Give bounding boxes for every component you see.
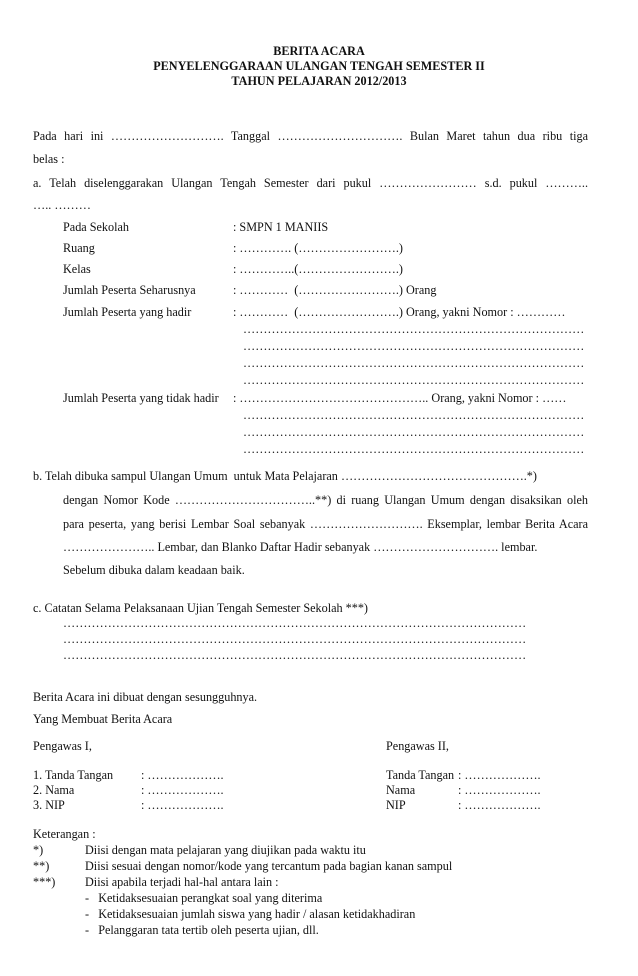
section-c-dots-line: …………………………………………………………………………………………………… bbox=[63, 632, 527, 646]
note-sub-item: - Pelanggaran tata tertib oleh peserta ujian, dll. bbox=[85, 923, 319, 937]
left-nip-value: : ………………. bbox=[141, 798, 224, 812]
section-b-line-4: ………………….. Lembar, dan Blanko Daftar Hadir sebanyak …………………………. lembar. bbox=[63, 540, 538, 554]
field-label-kelas: Kelas bbox=[63, 262, 91, 276]
field-label-seharusnya: Jumlah Peserta Seharusnya bbox=[63, 283, 196, 297]
tidak-hadir-dots-line: ………………………………………………………………………… bbox=[243, 408, 585, 422]
hadir-dots-line: ………………………………………………………………………… bbox=[243, 356, 585, 370]
field-value-tidak-hadir: : ……………………………………….. Orang, yakni Nomor : …… bbox=[233, 391, 567, 405]
section-c-dots-line: …………………………………………………………………………………………………… bbox=[63, 648, 527, 662]
right-sign-label: Tanda Tangan bbox=[386, 768, 455, 782]
tidak-hadir-dots-line: ………………………………………………………………………… bbox=[243, 425, 585, 439]
field-value-kelas: : …………..(…………………….) bbox=[233, 262, 403, 276]
section-c-dots-line: …………………………………………………………………………………………………… bbox=[63, 616, 527, 630]
field-label-hadir: Jumlah Peserta yang hadir bbox=[63, 305, 192, 319]
document-subtitle: PENYELENGGARAAN ULANGAN TENGAH SEMESTER II bbox=[153, 59, 485, 73]
field-value-hadir: : ………… (…………………….) Orang, yakni Nomor : ………… bbox=[233, 305, 566, 319]
section-b-line-3: para peserta, yang berisi Lembar Soal sebanyak ………………………. Eksemplar, lembar Berita Acara bbox=[63, 517, 588, 531]
note-text: Diisi dengan mata pelajaran yang diujikan pada waktu itu bbox=[85, 843, 366, 857]
note-text: Diisi apabila terjadi hal-hal antara lain : bbox=[85, 875, 279, 889]
note-mark: ***) bbox=[33, 875, 56, 889]
field-value-seharusnya: : ………… (…………………….) Orang bbox=[233, 283, 437, 297]
section-a-line-2: ….. ……… bbox=[33, 198, 91, 212]
section-b-line-1: b. Telah dibuka sampul Ulangan Umum untuk Mata Pelajaran ……………………………………….*) bbox=[33, 469, 537, 483]
closing-maker: Yang Membuat Berita Acara bbox=[33, 712, 173, 726]
field-label-tidak-hadir: Jumlah Peserta yang tidak hadir bbox=[63, 391, 219, 405]
field-label-ruang: Ruang bbox=[63, 241, 95, 255]
section-c-title: c. Catatan Selama Pelaksanaan Ujian Tengah Semester Sekolah ***) bbox=[33, 601, 368, 615]
section-a-line-1: a. Telah diselenggarakan Ulangan Tengah Semester dari pukul …………………… s.d. pukul ……….. bbox=[33, 176, 588, 190]
right-name-label: Nama bbox=[386, 783, 416, 797]
right-nip-label: NIP bbox=[386, 798, 406, 812]
field-label-sekolah: Pada Sekolah bbox=[63, 220, 130, 234]
right-sign-value: : ………………. bbox=[458, 768, 541, 782]
section-b-line-2: dengan Nomor Kode ……………………………..**) di ruang Ulangan Umum dengan disaksikan oleh bbox=[63, 493, 588, 507]
note-text: Diisi sesuai dengan nomor/kode yang tercantum pada bagian kanan sampul bbox=[85, 859, 453, 873]
notes-title: Keterangan : bbox=[33, 827, 96, 841]
left-nip-label: 3. NIP bbox=[33, 798, 65, 812]
hadir-dots-line: ………………………………………………………………………… bbox=[243, 322, 585, 336]
left-name-value: : ………………. bbox=[141, 783, 224, 797]
right-name-value: : ………………. bbox=[458, 783, 541, 797]
document-year: TAHUN PELAJARAN 2012/2013 bbox=[231, 74, 407, 88]
intro-line-2: belas : bbox=[33, 152, 65, 166]
note-sub-item: - Ketidaksesuaian jumlah siswa yang hadir / alasan ketidakhadiran bbox=[85, 907, 416, 921]
right-nip-value: : ………………. bbox=[458, 798, 541, 812]
field-value-ruang: : …………. (…………………….) bbox=[233, 241, 403, 255]
hadir-dots-line: ………………………………………………………………………… bbox=[243, 373, 585, 387]
intro-line-1: Pada hari ini ………………………. Tanggal …………………………. Bulan Maret tahun dua ribu tiga bbox=[33, 129, 588, 143]
left-sign-value: : ………………. bbox=[141, 768, 224, 782]
hadir-dots-line: ………………………………………………………………………… bbox=[243, 339, 585, 353]
document-title: BERITA ACARA bbox=[273, 44, 365, 58]
closing-statement: Berita Acara ini dibuat dengan sesungguhnya. bbox=[33, 690, 258, 704]
section-b-line-5: Sebelum dibuka dalam keadaan baik. bbox=[63, 563, 245, 577]
right-supervisor-title: Pengawas II, bbox=[386, 739, 449, 753]
note-sub-item: - Ketidaksesuaian perangkat soal yang diterima bbox=[85, 891, 323, 905]
tidak-hadir-dots-line: ………………………………………………………………………… bbox=[243, 442, 585, 456]
left-supervisor-title: Pengawas I, bbox=[33, 739, 92, 753]
field-value-sekolah: : SMPN 1 MANIIS bbox=[233, 220, 329, 234]
left-name-label: 2. Nama bbox=[33, 783, 75, 797]
left-sign-label: 1. Tanda Tangan bbox=[33, 768, 114, 782]
note-mark: **) bbox=[33, 859, 50, 873]
note-mark: *) bbox=[33, 843, 44, 857]
